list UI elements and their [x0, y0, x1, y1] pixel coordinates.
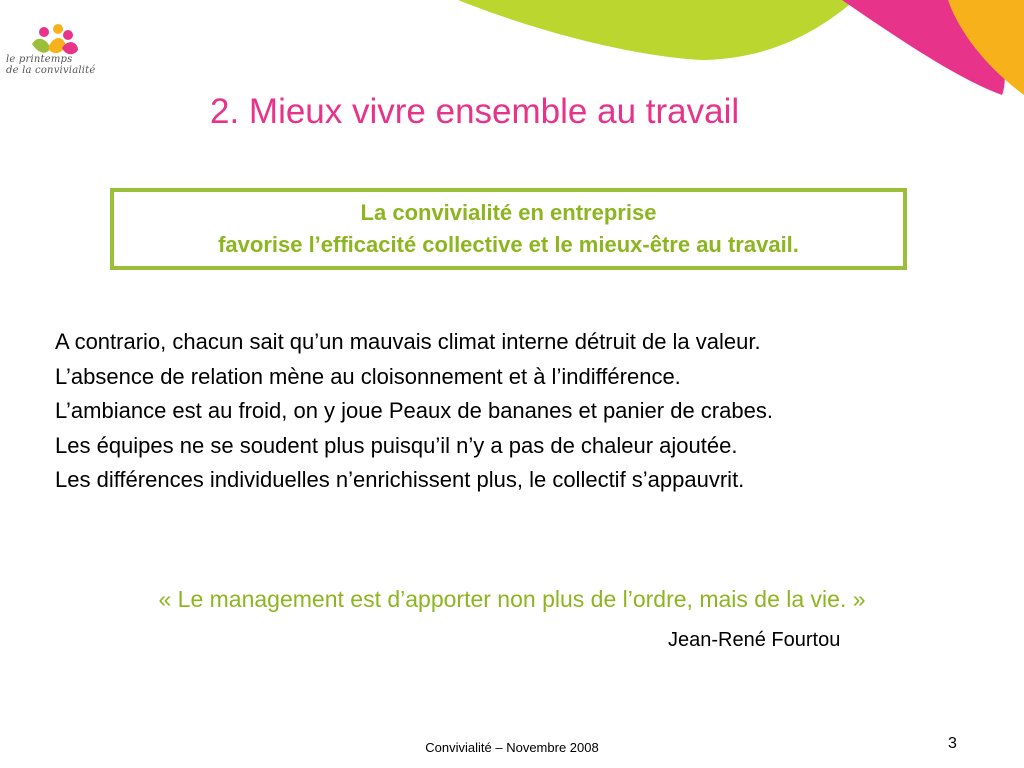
page-number: 3 [948, 735, 957, 752]
logo-text-line1: le printemps [6, 54, 73, 65]
callout-line-2: favorise l’efficacité collective et le mieux-être au travail. [218, 232, 799, 257]
callout-line-1: La convivialité en entreprise [360, 200, 657, 225]
page-title: 2. Mieux vivre ensemble au travail [210, 92, 740, 131]
quote-author: Jean-René Fourtou [668, 629, 841, 651]
green-arc-shape [458, 0, 855, 60]
body-text [55, 325, 773, 498]
logo-text-line2: de la convivialité [6, 65, 96, 76]
body-line: A contrario, chacun sait qu’un mauvais climat interne détruit de la valeur. [55, 329, 761, 354]
logo-text [6, 54, 96, 76]
body-line: Les équipes ne se soudent plus puisqu’il n’y a pas de chaleur ajoutée. [55, 432, 738, 458]
body-line: Les différences individuelles n’enrichissent plus, le collectif s’appauvrit. [55, 467, 745, 492]
quote-text: « Le management est d’apporter non plus de l’ordre, mais de la vie. » [158, 586, 866, 612]
callout-box [110, 188, 907, 270]
body-line: L’absence de relation mène au cloisonnement et à l’indifférence. [55, 363, 681, 389]
body-line: L’ambiance est au froid, on y joue Peaux de bananes et panier de crabes. [55, 398, 773, 423]
footer-text: Convivialité – Novembre 2008 [425, 740, 599, 755]
